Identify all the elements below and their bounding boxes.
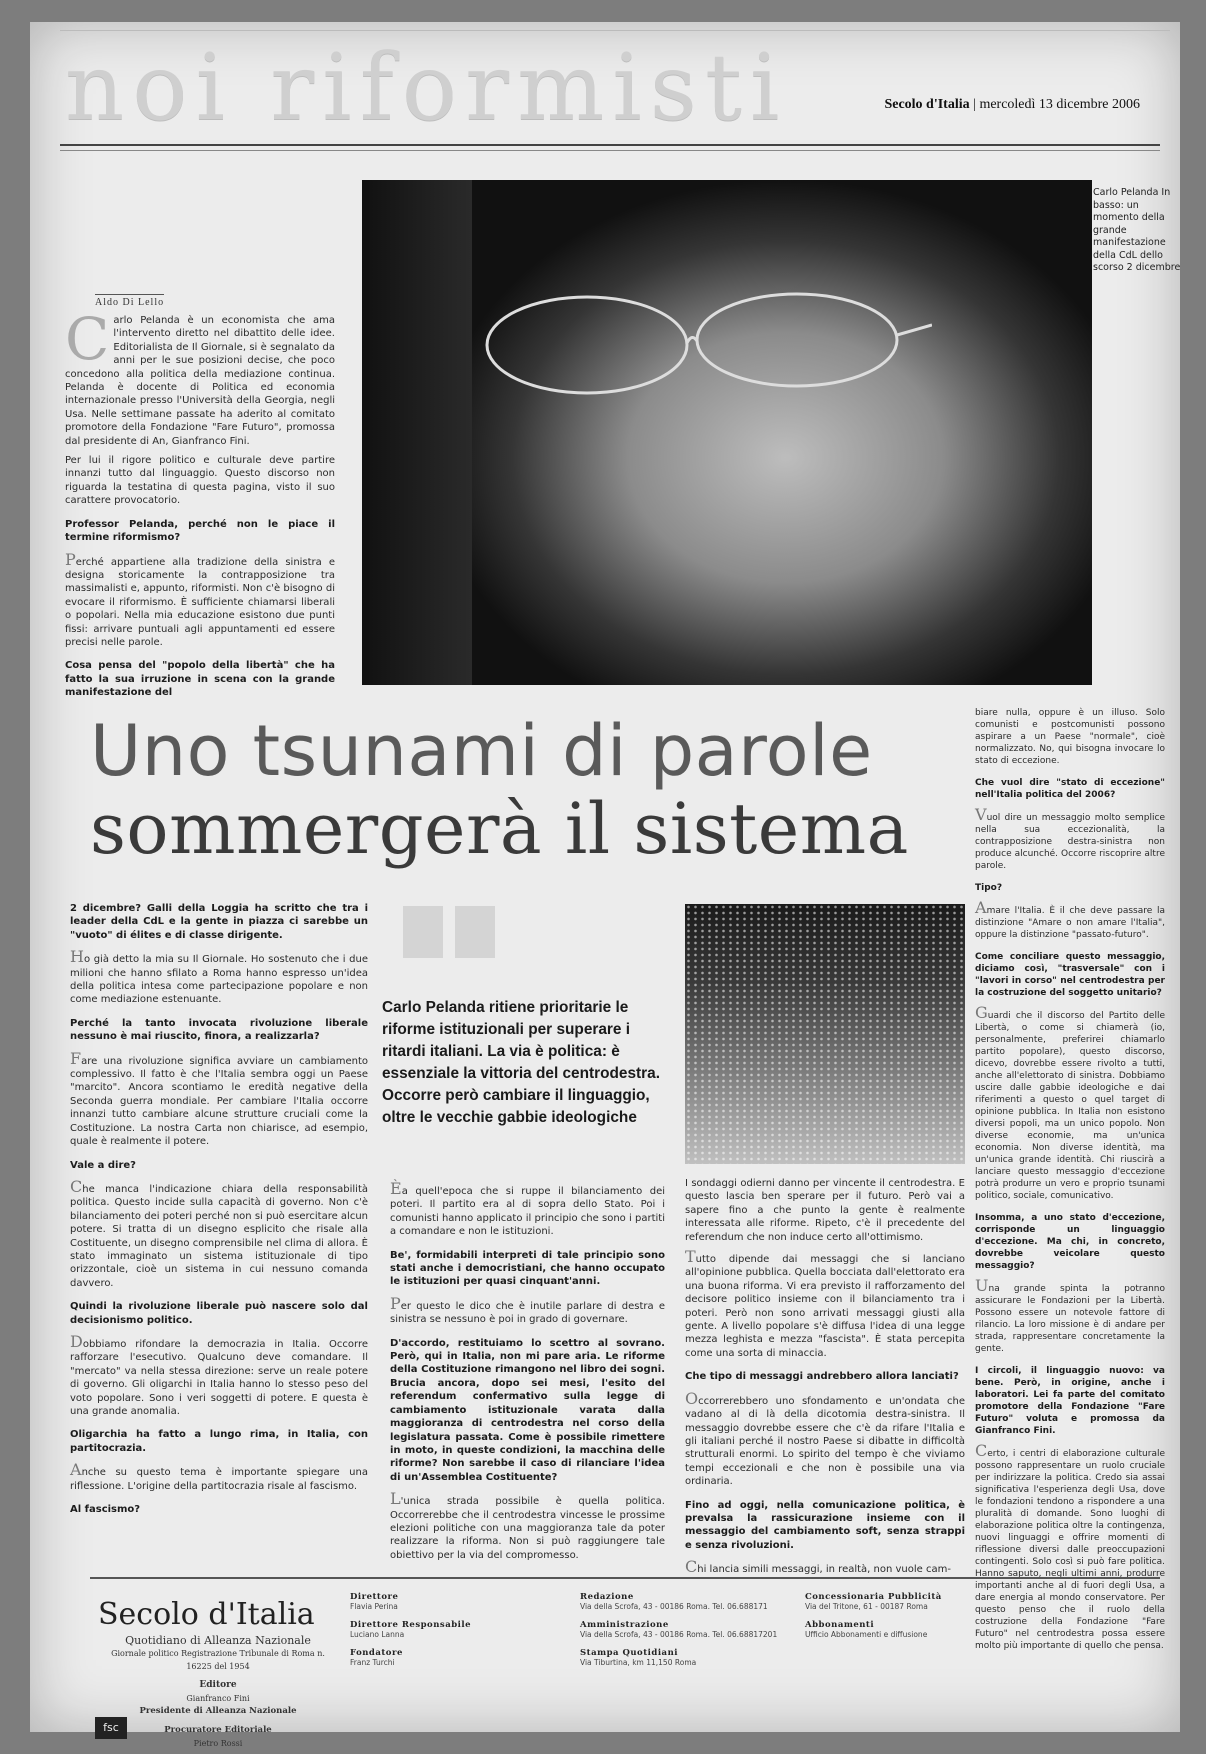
paragraph: biare nulla, oppure è un illuso. Solo comunisti e postcomunisti possono aspirare a un Paese "normale", cioè normalizzato. No, qui bisogna invocare lo stato di eccezione. [975,708,1165,766]
presidente-label: Presidente di Alleanza Nazionale [139,1706,297,1716]
column-4 [685,1177,965,1583]
initial-cap: T [685,1247,696,1267]
column-2 [70,902,368,1524]
answer: he manca l'indicazione chiara della responsabilità politica. Questo incide sulla capacità di governo. Non c'è bilanciamento dei poteri perché non si può esercitare alcun potere. Si tratta di un disegno esplicito che risale alla Costituente, un disegno comprensibile nel clima di allora. È stato immaginato un sistema istituzionale di tipo orizzontale, cioè un sistema in cui nessuno comanda davvero. [70,1183,369,1289]
footer-pubblicita [805,1592,1005,1640]
initial-cap: È [390,1179,402,1198]
question: Perché la tanto invocata rivoluzione liberale nessuno è mai riuscito, finora, a realizzarla? [70,1017,368,1043]
newspaper-page [30,22,1181,1748]
column-1 [65,305,335,708]
initial-cap: G [975,1003,988,1022]
byline: Aldo Di Lello [95,294,164,308]
initial-cap: A [975,898,987,917]
headline-line-2: sommergerà il sistema [90,788,909,870]
paragraph: Per lui il rigore politico e culturale deve partire innanzi tutto dal linguaggio. Questo discorso non riguarda la testatina di questa pagina, visto il suo carattere provocatorio. [65,455,335,507]
portrait-photo [362,180,1092,685]
initial-cap: A [70,1460,82,1480]
question: Oligarchia ha fatto a lungo rima, in Italia, con partitocrazia. [70,1429,368,1454]
resp-name: Luciano Lanna [350,1630,405,1639]
initial-cap: V [975,805,987,824]
answer: uol dire un messaggio molto semplice nella sua eccezionalità, la contrapposizione destra-sinistra non produce alcunché. Occorre riscoprire altre parole. [975,813,1165,871]
pubblicita-text: Via del Tritone, 61 - 00187 Roma [805,1602,928,1611]
direttore-name: Flavia Perina [350,1602,398,1611]
question: Come conciliare questo messaggio, diciamo così, "trasversale" con i "lavori in corso" nel centrodestra per la costruzione del soggetto unitario? [975,952,1165,998]
amm-label: Amministrazione [580,1620,669,1630]
answer: obbiamo rifondare la democrazia in Italia. Occorre rafforzare l'esecutivo. Qualcuno deve comandare. Il "mercato" va nella stessa direzione: serve un reale potere di governo. Gli oligarchi in Italia hanno lo stesso peso del voto popolare. Sono i veri soggetti di potere. E questa è una grande anomalia. [70,1338,368,1417]
question: Be', formidabili interpreti di tale principio sono stati anche i democristiani, che hanno occupato le istituzioni per quasi cinquant'anni. [390,1249,665,1288]
section-masthead: noi riformisti [65,34,788,141]
answer: nche su questo tema è importante spiegare una riflessione. L'origine della partitocrazia risale al fascismo. [70,1467,368,1492]
initial-cap: C [70,1176,83,1196]
answer: er questo le dico che è inutile parlare di destra e sinistra se nessuno è poi in grado di governare. [390,1300,665,1326]
answer: hi lancia simili messaggi, in realtà, non vuole cam- [697,1564,951,1576]
header-rule [60,144,1160,146]
glasses-outline [472,285,932,405]
answer: mare l'Italia. È il che deve passare la distinzione "Amare o non amare l'Italia", oppure la distinzione "passato-futuro". [975,906,1165,940]
deck-summary: Carlo Pelanda ritiene prioritarie le riforme istituzionali per superare i ritardi italiani. La via è politica: è essenziale la vittoria del centrodestra. Occorre però cambiare il linguaggio, oltre le vecchie gabbie ideologiche [382,999,661,1126]
paper-name: Secolo d'Italia [884,97,970,112]
photo-shadow [362,180,472,685]
issue-date: mercoledì 13 dicembre 2006 [979,97,1140,112]
headline [90,712,970,868]
answer: uardi che il discorso del Partito delle Libertà, o come si chiamerà (io, personalmente, preferirei chiamarlo partito popolare), questo discorso, dicevo, dovrebbe essere rivolto a tutti, anche all'elettorato di sinistra. Dobbiamo uscire dalle gabbie ideologiche e dai riferimenti a questo o quel target di opinione pubblica. In Italia non esistono diversi popoli, ma un unico popolo. Non diverse economie, ma un'unica economia. Non diverse identità, ma un'unica grande identità. Chi riuscirà a lanciare questo messaggio d'eccezione potrà produrre un vero e proprio tsunami politico, sociale, comunicativo. [975,1011,1165,1201]
question: I circoli, il linguaggio nuovo: va bene. Però, in origine, anche i laboratori. Lei fa parte del comitato promotore della Fondazione "Fare Futuro" voluta e promossa da Gianfranco Fini. [975,1366,1165,1436]
question-continued: 2 dicembre? Galli della Loggia ha scritto che tra i leader della CdL e la gente in piazza ci sarebbe un "vuoto" di élites e di classe dirigente. [70,903,368,941]
direttore-label: Direttore [350,1592,399,1602]
initial-cap: D [70,1331,83,1351]
resp-label: Direttore Responsabile [350,1620,472,1630]
initial-cap: L [390,1489,401,1509]
stampa-label: Stampa Quotidiani [580,1648,678,1658]
intro-paragraph: arlo Pelanda è un economista che ama l'intervento diretto nel dibattito delle idee. Editorialista de Il Giornale, si è segnalato da anni per le sue posizioni decise, che poco concedono alla politica della mediazione continua. Pelanda è docente di Politica ed economia internazionale presso l'Università della Georgia, negli Usa. Nelle settimane passate ha aderito al comitato promotore della Fondazione "Fare Futuro", promossa dal presidente di An, Gianfranco Fini. [65,315,335,447]
crowd-texture [685,904,965,1164]
editore-name: Gianfranco Fini [186,1694,250,1703]
editore-label: Editore [199,1680,237,1690]
answer: o già detto la mia su Il Giornale. Ho sostenuto che i due milioni che hanno sfilato a Roma hanno espresso un'idea della politica intesa come partecipazione popolare e non come mediazione estenuante. [70,954,368,1006]
procuratore-name: Pietro Rossi [193,1739,243,1748]
question: Quindi la rivoluzione liberale può nascere solo dal decisionismo politico. [70,1301,368,1326]
pubblicita-label: Concessionaria Pubblicità [805,1592,942,1602]
redazione-text: Via della Scrofa, 43 - 00186 Roma. Tel. 06.688171 [580,1602,768,1611]
question: Vale a dire? [70,1159,136,1171]
photo-caption: Carlo Pelanda In basso: un momento della grande manifestazione della CdL dello scorso 2 dicembre [1093,187,1181,273]
fsc-logo-icon: fsc [95,1717,127,1739]
answer: 'unica strada possibile è quella politica. Occorrerebbe che il centrodestra vincesse le prossime elezioni politiche con una maggioranza tale da poter realizzare la riforma. Non si può raggiungere tale obiettivo per la via del compromesso. [390,1496,665,1561]
procuratore-label: Procuratore Editoriale [164,1725,272,1735]
crowd-photo [685,904,965,1164]
initial-cap: C [685,1557,698,1577]
footer-direzione [350,1592,500,1668]
initial-cap: C [975,1441,988,1460]
quote-marks-icon [395,902,515,962]
question: Insomma, a uno stato d'eccezione, corrisponde un linguaggio d'eccezione. Ma chi, in concreto, dovrebbe veicolare questo messaggio? [975,1213,1165,1271]
question: Che tipo di messaggi andrebbero allora lanciati? [685,1371,959,1383]
footer-redazione [580,1592,780,1668]
initial-cap: U [975,1276,989,1295]
abb-text: Ufficio Abbonamenti e diffusione [805,1630,928,1639]
initial-cap: P [65,549,76,569]
question: Che vuol dire "stato di eccezione" nell'Italia politica del 2006? [975,778,1165,800]
abb-label: Abbonamenti [805,1620,875,1630]
fondatore-label: Fondatore [350,1648,403,1658]
answer: are una rivoluzione significa avviare un cambiamento complessivo. Il fatto è che l'Italia sembra oggi un Paese "marcito". Ancora scontiamo le eredità negative della Seconda guerra mondiale. Per cambiare l'Italia occorre innanzi tutto cambiare alcune strutture cruciali come la Costituzione. La nostra Carta non chiarisce, ad esempio, quale è realmente il potere. [70,1055,368,1148]
footer-registration: Giornale politico Registrazione Tribunale di Roma n. 16225 del 1954 [111,1649,325,1671]
answer: erto, i centri di elaborazione culturale possono rappresentare un ruolo cruciale per indirizzare la politica. Credo sia assai significativa l'esperienza degli Usa, dove le fondazioni tendono a rispondere a una pluralità di domande. Sono luoghi di elaborazione politica oltre la contingenza, nuovi linguaggi e offrire momenti di riflessione diversi dalle preoccupazioni contingenti. Solo così si può fare politica. Hanno saputo, negli ultimi anni, produrre importanti anche al di fuori degli Usa, a dare energia al mondo conservatore. Per questo penso che il ruolo della costruzione della Fondazione "Fare Futuro" nel centrodestra possa essere molto più importante di quello che pensa. [975,1449,1165,1651]
answer: na grande spinta la potranno assicurare le Fondazioni per la Libertà. Possono essere un notevole fattore di rilancio. La loro missione è di andare per strada, rappresentare concretamente la gente. [975,1284,1165,1354]
footer-rule [90,1577,1160,1579]
answer: a quell'epoca che si ruppe il bilanciamento dei poteri. Il partito era al di sopra dello Stato. Poi i comunisti hanno applicato il principio che sono i partiti a comandare e non le istituzioni. [390,1186,665,1238]
paragraph: I sondaggi odierni danno per vincente il centrodestra. E questo lascia ben sperare per il futuro. Però vai a sapere fino a che punto la gente è realmente interessata alle riforme. Ripeto, c'è il precedente del referendum che non induce certo all'ottimismo. [685,1178,965,1243]
question: Tipo? [975,883,1003,893]
headline-line-1: Uno tsunami di parole [90,710,873,792]
answer: ccorrerebbero uno sfondamento e un'ondata che vadano al di là della dicotomia destra-sinistra. Il messaggio dovrebbe essere che c'è da rifare l'Italia e gli italiani perché il nostro Paese si dibatte in difficoltà strutturali enormi. Lo spirito del tempo è che viviamo tempi eccezionali e che non è possibile una via ordinaria. [685,1395,965,1488]
drop-cap: C [65,305,110,373]
footer-subtitle [98,1634,338,1750]
question: D'accordo, restituiamo lo scettro al sovrano. Però, qui in Italia, non mi pare aria. Le riforme della Costituzione rimangono nel libro dei sogni. Brucia ancora, dopo sei mesi, l'esito del referendum confermativo sulla legge di cambiamento istituzionale varata dalla maggioranza di centrodestra nel corso della legislatura passata. Come è possibile rimettere in moto, in queste condizioni, la macchina delle riforme? Non sarebbe il caso di rilanciare l'idea di un'Assemblea Costituente? [390,1337,665,1483]
question: Cosa pensa del "popolo della libertà" che ha fatto la sua irruzione in scena con la grande manifestazione del [65,660,335,699]
stampa-text: Via Tiburtina, km 11,150 Roma [580,1658,697,1667]
question: Al fascismo? [70,1504,141,1516]
amm-text: Via della Scrofa, 43 - 00186 Roma. Tel. 06.68817201 [580,1630,778,1639]
dateline: Secolo d'Italia | mercoledì 13 dicembre 2006 [884,97,1140,112]
answer: erché appartiene alla tradizione della sinistra e designa storicamente la contrapposizione tra massimalisti e, appunto, riformisti. Non c'è bisogno di evocare il riformismo. È sufficiente chiamarsi liberali o popolari. Nella mia educazione esistono due punti fissi: arrivare puntuali agli appuntamenti ed essere precisi nelle parole. [65,556,335,648]
answer: utto dipende dai messaggi che si lanciano all'opinione pubblica. Quella bocciata dall'elettorato era una buona riforma. Vi era previsto il rafforzamento del decisore politico insieme con il bilanciamento tra i poteri. Però non sono arrivati messaggi giusti alla gente. A livello popolare s'è diffusa l'idea di una legge mezza leghista e mezza "fascista". È stata percepita come una sorta di minaccia. [685,1254,965,1359]
header-rule-thin [60,150,1160,151]
footer-logo: Secolo d'Italia [98,1597,315,1632]
redazione-label: Redazione [580,1592,634,1602]
column-3 [390,1179,665,1568]
initial-cap: F [70,1048,82,1068]
initial-cap: O [685,1388,699,1408]
footer-tagline: Quotidiano di Alleanza Nazionale [125,1634,311,1647]
question: Professor Pelanda, perché non le piace il termine riformismo? [65,518,335,544]
question: Fino ad oggi, nella comunicazione politica, è prevalsa la rassicurazione insieme con il messaggio del cambiamento soft, senza strappi e senza rivoluzioni. [685,1499,965,1551]
column-5 [975,707,1165,1658]
top-rule [60,30,1170,31]
initial-cap: H [70,947,84,967]
fondatore-name: Franz Turchi [350,1658,395,1667]
initial-cap: P [390,1293,401,1313]
